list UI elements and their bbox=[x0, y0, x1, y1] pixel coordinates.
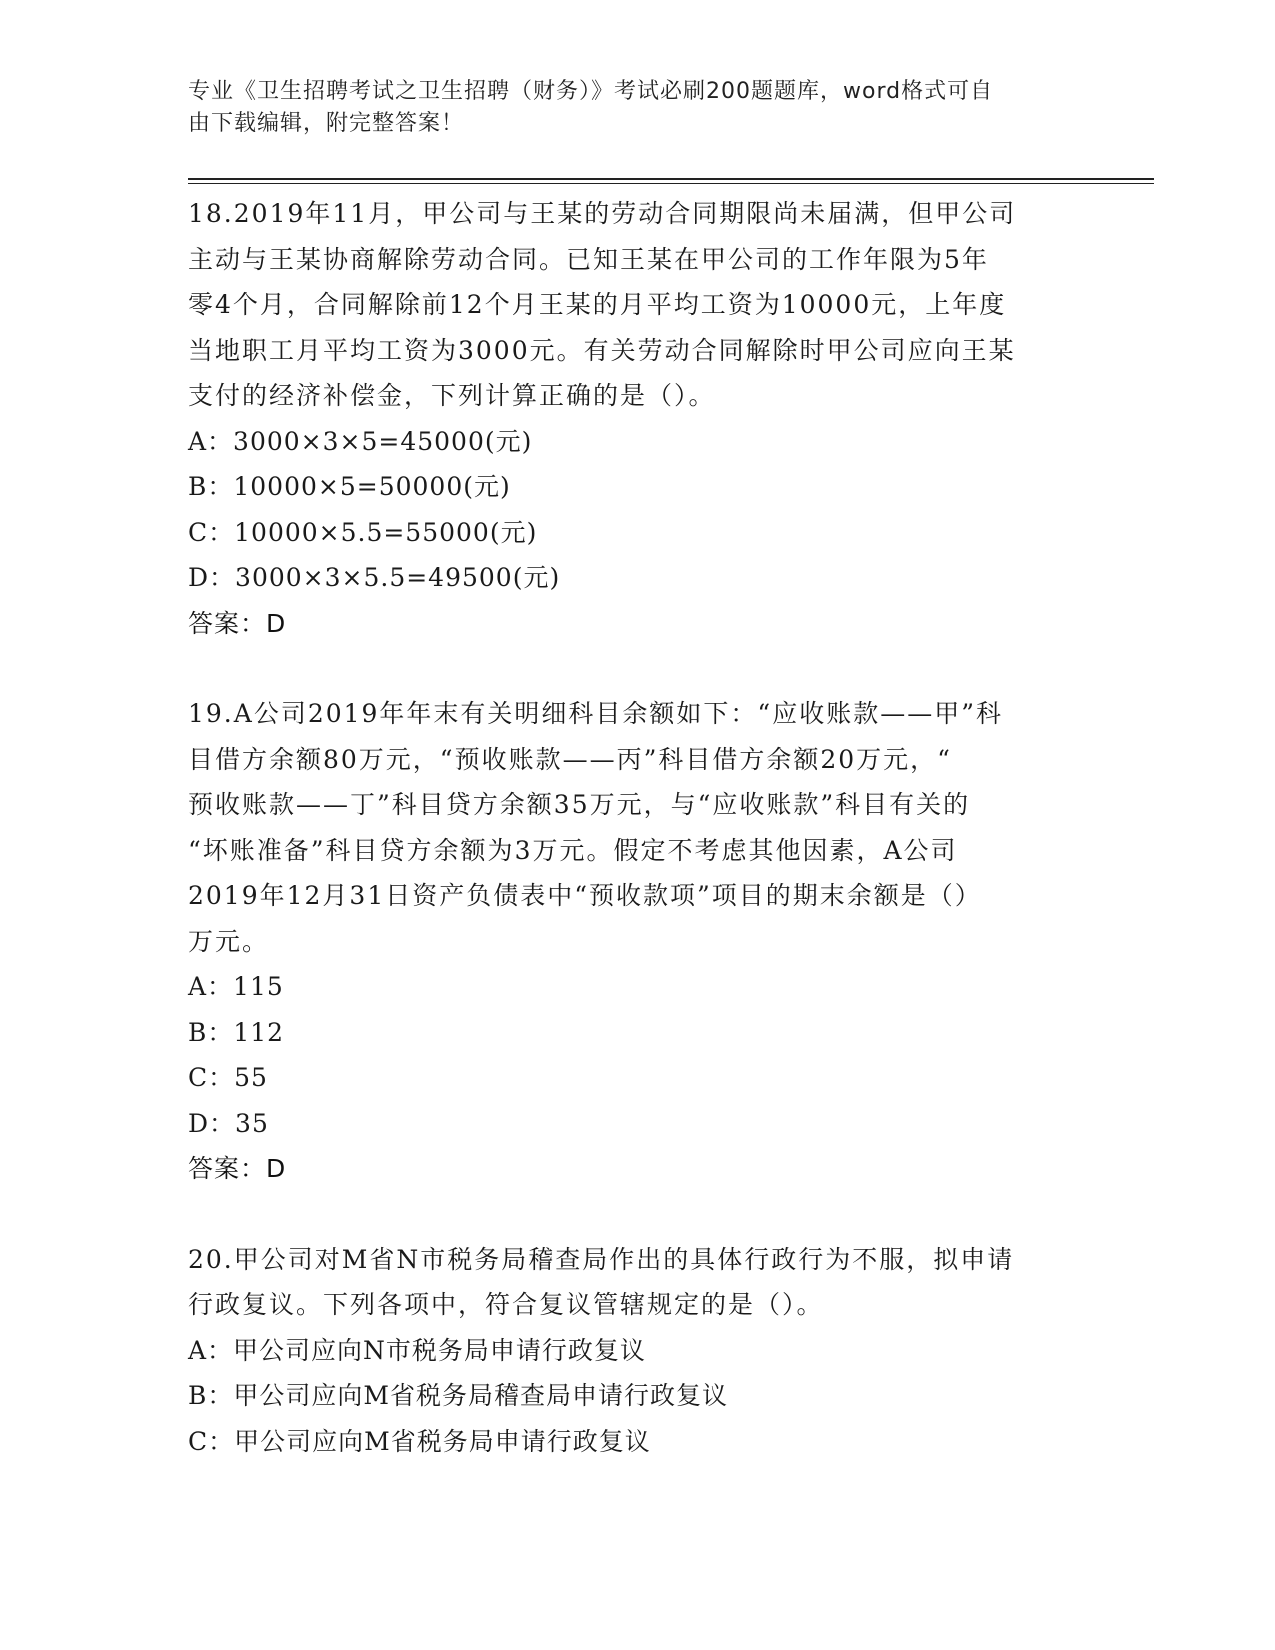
option-b: B：10000×5=50000(元) bbox=[188, 472, 511, 501]
question-stem-line: 支付的经济补偿金，下列计算正确的是（）。 bbox=[188, 381, 716, 410]
question-stem-line: 18.2019年11月，甲公司与王某的劳动合同期限尚未届满，但甲公司 bbox=[188, 199, 1017, 228]
question-stem-line: 当地职工月平均工资为3000元。有关劳动合同解除时甲公司应向王某 bbox=[188, 335, 1016, 365]
option-d: D：35 bbox=[188, 1108, 269, 1138]
option-a: A：3000×3×5=45000(元) bbox=[188, 426, 533, 456]
question-19 bbox=[188, 691, 1088, 1192]
question-list bbox=[188, 191, 1088, 1464]
option-a: A：甲公司应向N市税务局申请行政复议 bbox=[188, 1335, 646, 1365]
option-b: B：112 bbox=[188, 1017, 285, 1047]
question-stem-line: “坏账准备”科目贷方余额为3万元。假定不考虑其他因素，A公司 bbox=[188, 835, 958, 865]
option-a: A：115 bbox=[188, 972, 284, 1001]
question-stem-line: 万元。 bbox=[188, 926, 270, 956]
question-spacer bbox=[188, 1192, 1088, 1237]
question-spacer bbox=[188, 646, 1088, 691]
question-stem-line: 20.甲公司对M省N市税务局稽查局作出的具体行政行为不服，拟申请 bbox=[188, 1244, 1015, 1274]
option-c: C：55 bbox=[188, 1063, 268, 1092]
question-stem-line: 预收账款——丁”科目贷方余额35万元，与“应收账款”科目有关的 bbox=[188, 790, 971, 819]
document-header bbox=[188, 76, 1068, 140]
header-divider-thick bbox=[188, 178, 1154, 180]
answer-line: 答案：D bbox=[188, 608, 287, 638]
question-stem-line: 主动与王某协商解除劳动合同。已知王某在甲公司的工作年限为5年 bbox=[188, 244, 989, 274]
option-c: C：10000×5.5=55000(元) bbox=[188, 517, 538, 547]
question-stem-line: 零4个月，合同解除前12个月王某的月平均工资为10000元，上年度 bbox=[188, 290, 1007, 319]
question-stem-line: 19.A公司2019年年末有关明细科目余额如下：“应收账款——甲”科 bbox=[188, 699, 1003, 728]
header-line-2: 由下载编辑，附完整答案！ bbox=[188, 111, 465, 136]
question-stem-line: 2019年12月31日资产负债表中“预收款项”项目的期末余额是（） bbox=[188, 881, 982, 910]
option-c: C：甲公司应向M省税务局申请行政复议 bbox=[188, 1426, 651, 1456]
header-line-1: 专业《卫生招聘考试之卫生招聘（财务）》考试必刷200题题库，word格式可自 bbox=[188, 79, 994, 104]
question-18 bbox=[188, 191, 1088, 646]
question-stem-line: 目借方余额80万元，“预收账款——丙”科目借方余额20万元，“ bbox=[188, 744, 952, 774]
answer-line: 答案：D bbox=[188, 1154, 287, 1183]
question-20 bbox=[188, 1237, 1088, 1465]
question-stem-line: 行政复议。下列各项中，符合复议管辖规定的是（）。 bbox=[188, 1290, 824, 1319]
option-d: D：3000×3×5.5=49500(元) bbox=[188, 563, 561, 592]
header-divider-thin bbox=[188, 183, 1154, 184]
option-b: B：甲公司应向M省税务局稽查局申请行政复议 bbox=[188, 1381, 728, 1410]
